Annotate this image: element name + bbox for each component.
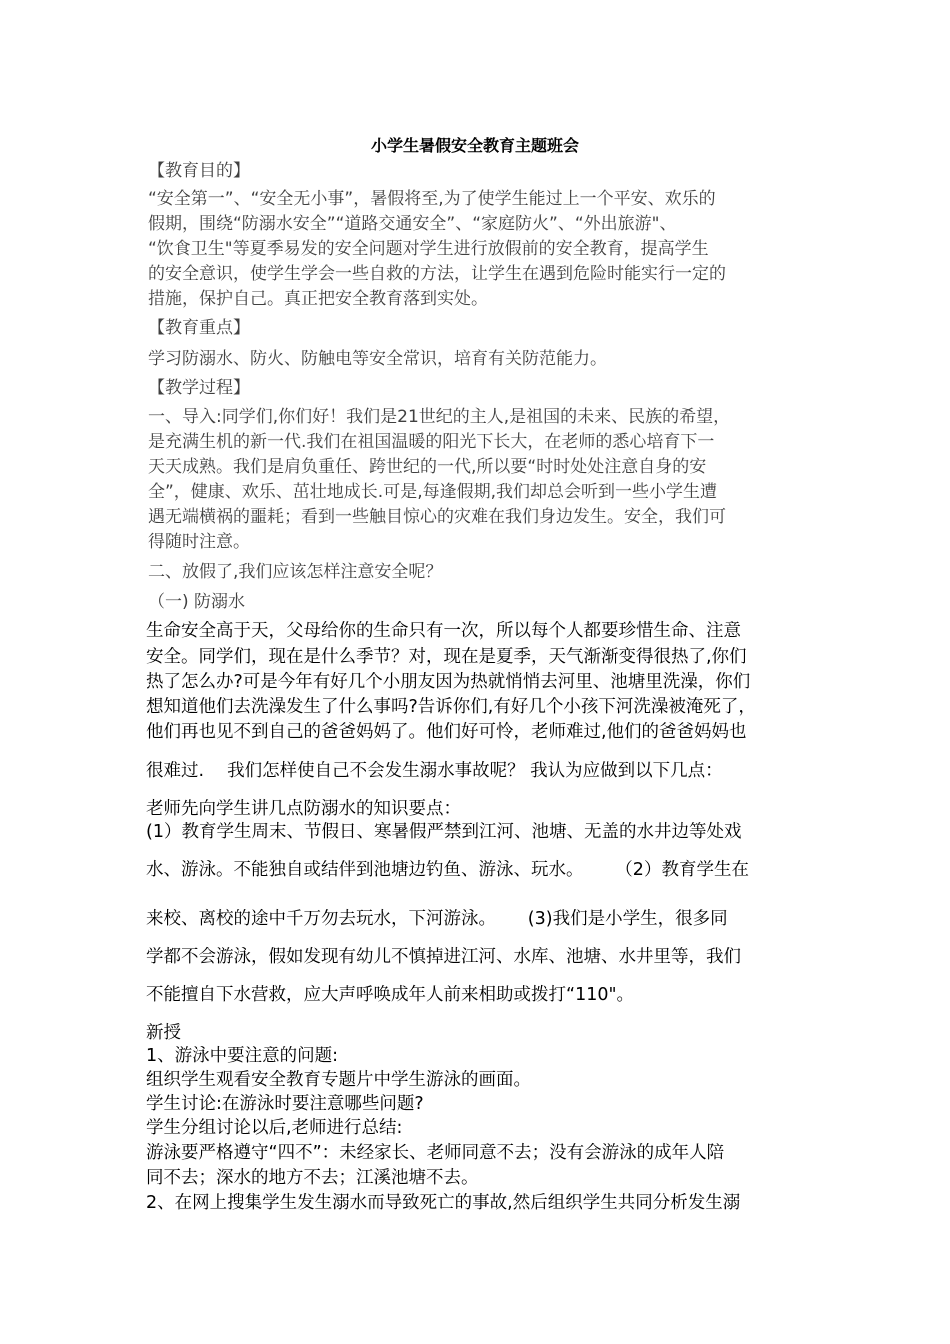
- body-line-10: 来校、离校的途中千万勿去玩水，下河游泳。 (3)我们是小学生，很多同: [146, 909, 728, 929]
- body-line-2: 安全。同学们，现在是什么季节？对，现在是夏季，天气渐渐变得很热了,你们: [146, 647, 747, 667]
- process-line-4: 全”，健康、欢乐、茁壮地成长.可是,每逢假期,我们却总会听到一些小学生遭: [148, 482, 718, 502]
- purpose-line-4: 的安全意识，使学生学会一些自救的方法，让学生在遇到危险时能实行一定的: [148, 264, 726, 284]
- body-line-13: 新授: [146, 1023, 181, 1043]
- body-line-9: 水、游泳。不能独自或结伴到池塘边钓鱼、游泳、玩水。 （2）教育学生在: [146, 860, 749, 880]
- process-line-2: 是充满生机的新一代.我们在祖国温暖的阳光下长大，在老师的悉心培育下一: [148, 432, 715, 452]
- focus-line-1: 学习防溺水、防火、防触电等安全常识，培育有关防范能力。: [148, 349, 607, 369]
- body-line-20: 2、在网上搜集学生发生溺水而导致死亡的事故,然后组织学生共同分析发生溺: [146, 1193, 741, 1213]
- process-line-3: 天天成熟。我们是肩负重任、跨世纪的一代,所以要“时时处处注意自身的安: [148, 457, 707, 477]
- process-line-1: 一、导入:同学们,你们好！我们是21世纪的主人,是祖国的未来、民族的希望，: [148, 407, 731, 427]
- body-line-11: 学都不会游泳，假如发现有幼儿不慎掉进江河、水库、池塘、水井里等，我们: [146, 947, 741, 967]
- purpose-line-3: “饮食卫生"等夏季易发的安全问题对学生进行放假前的安全教育，提高学生: [148, 239, 709, 259]
- purpose-line-2: 假期，围绕“防溺水安全”“道路交通安全”、“家庭防火”、“外出旅游"、: [148, 214, 677, 234]
- body-line-7: 老师先向学生讲几点防溺水的知识要点：: [146, 799, 461, 819]
- process-line-6: 得随时注意。: [148, 532, 250, 552]
- body-line-18: 游泳要严格遵守“四不”：未经家长、老师同意不去；没有会游泳的成年人陪: [146, 1143, 725, 1163]
- body-line-15: 组织学生观看安全教育专题片中学生游泳的画面。: [146, 1070, 531, 1090]
- body-line-1: 生命安全高于天，父母给你的生命只有一次，所以每个人都要珍惜生命、注意: [146, 621, 741, 641]
- body-line-6: 很难过. 我们怎样使自己不会发生溺水事故呢？ 我认为应做到以下几点：: [146, 761, 723, 781]
- purpose-line-1: “安全第一”、“安全无小事”，暑假将至,为了使学生能过上一个平安、欢乐的: [148, 189, 716, 209]
- body-line-17: 学生分组讨论以后,老师进行总结:: [146, 1118, 403, 1138]
- body-line-19: 同不去；深水的地方不去；江溪池塘不去。: [146, 1168, 479, 1188]
- body-line-5: 他们再也见不到自己的爸爸妈妈了。他们好可怜，老师难过,他们的爸爸妈妈也: [146, 722, 747, 742]
- heading-focus: 【教育重点】: [148, 318, 250, 338]
- heading-purpose: 【教育目的】: [148, 161, 250, 181]
- subheading-drowning: （一) 防溺水: [148, 592, 246, 612]
- body-line-4: 想知道他们去洗澡发生了什么事吗?告诉你们,有好几个小孩下河洗澡被淹死了，: [146, 697, 756, 717]
- body-line-12: 不能擅自下水营救，应大声呼唤成年人前来相助或拨打“110"。: [146, 985, 635, 1005]
- body-line-16: 学生讨论:在游泳时要注意哪些问题?: [146, 1094, 424, 1114]
- purpose-line-5: 措施，保护自己。真正把安全教育落到实处。: [148, 289, 488, 309]
- heading-process: 【教学过程】: [148, 378, 250, 398]
- body-line-3: 热了怎么办?可是今年有好几个小朋友因为热就悄悄去河里、池塘里洗澡，你们: [146, 672, 751, 692]
- process-line-5: 遇无端横祸的噩耗；看到一些触目惊心的灾难在我们身边发生。安全，我们可: [148, 507, 726, 527]
- process-line-7: 二、放假了,我们应该怎样注意安全呢？: [148, 562, 443, 582]
- body-line-14: 1、游泳中要注意的问题:: [146, 1046, 339, 1066]
- body-line-8: (1）教育学生周末、节假日、寒暑假严禁到江河、池塘、无盖的水井边等处戏: [146, 822, 742, 842]
- page-title: 小学生暑假安全教育主题班会: [370, 136, 579, 155]
